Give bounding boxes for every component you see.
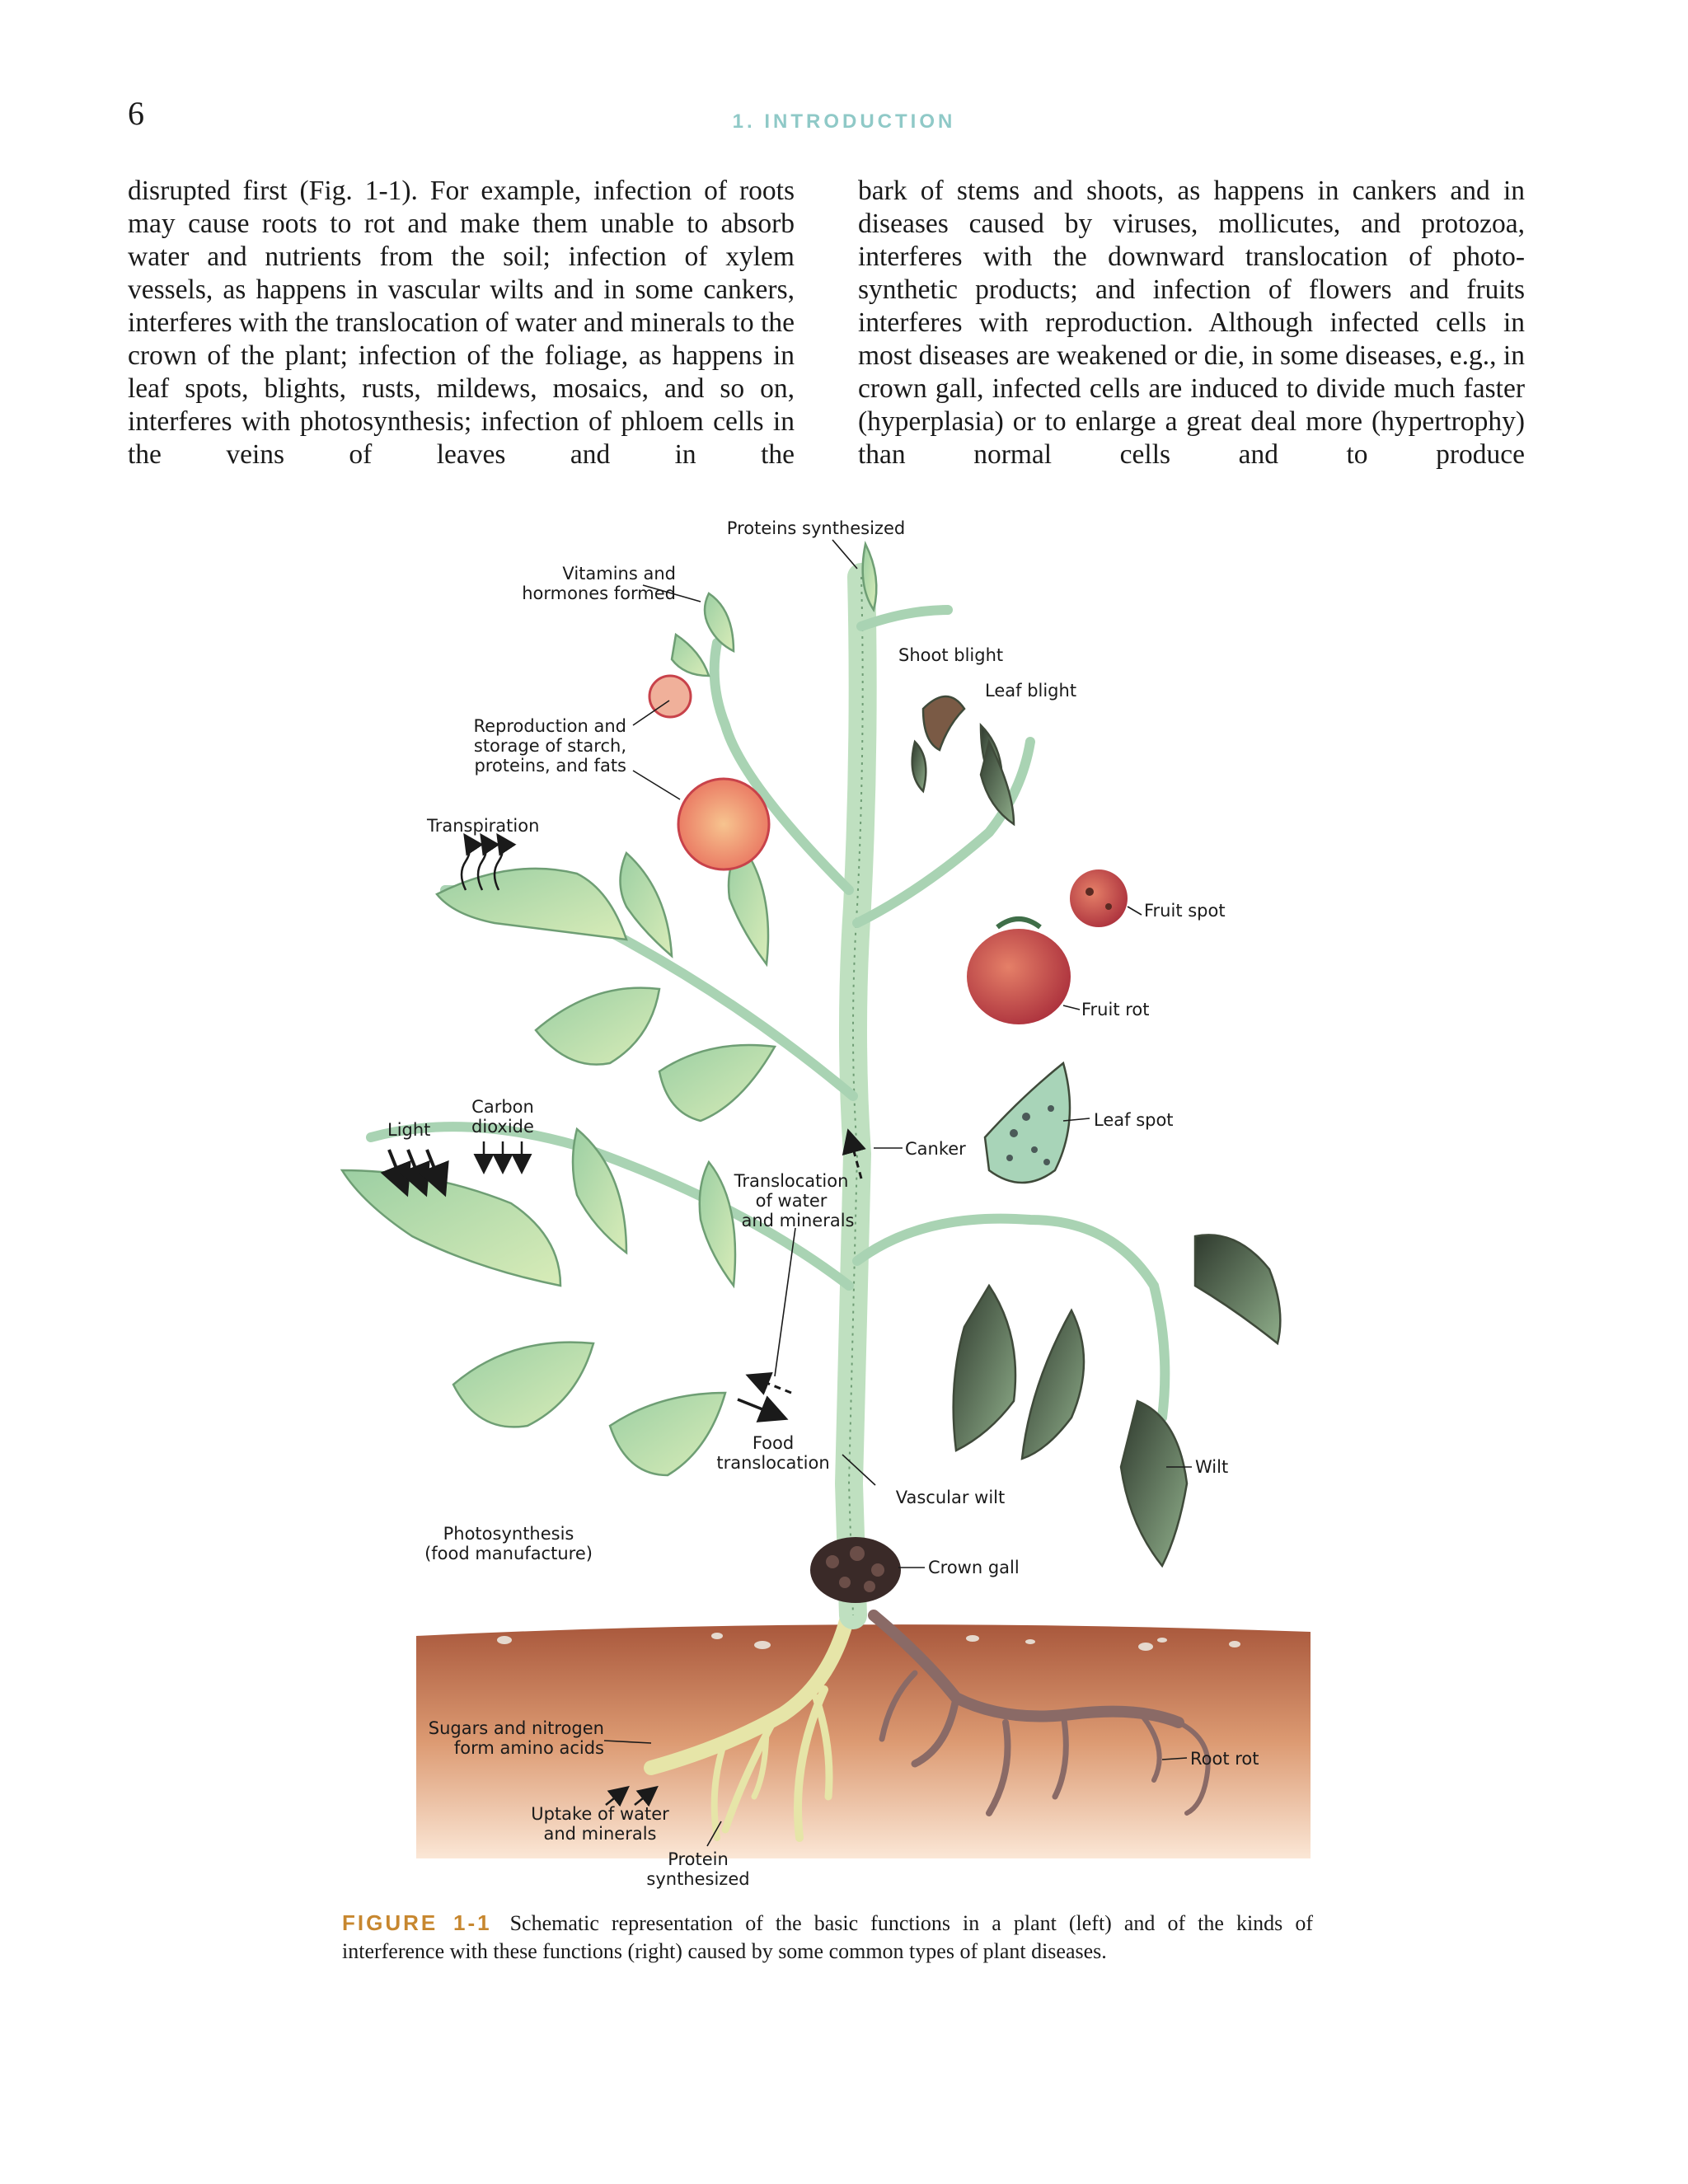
label-reproduction: storage of starch, [473, 736, 626, 756]
spotted-fruit [1070, 869, 1128, 927]
figure-caption [342, 1909, 1313, 1966]
figure-caption-text: Schematic representation of the basic functions in a plant (left) and of the kinds of interference with these functions (right) caused by some common types of plant diseases. [342, 1911, 1314, 1963]
label-reproduction: Reproduction and [473, 716, 626, 736]
healthy-leaves [342, 544, 876, 1475]
label-translocation-water: Translocation [734, 1171, 849, 1191]
label-protein-synthesized: Protein [668, 1849, 729, 1869]
label-leaf-blight: Leaf blight [985, 681, 1077, 701]
label-light: Light [387, 1120, 431, 1140]
body-text-left-column: disrupted first (Fig. 1-1). For example, infection of roots may cause roots to rot and make them unable to absorb water and nutrients from the soil; infection of xylem vessels, as happens in vascular wilts and in some cankers, interferes with the translocation of water and minerals to the crown of the plant; infection of the foliage, as happens in leaf spots, blights, rusts, mildews, mosaics, and so on, interferes with photosynthesis; infection of phloem cells in the veins of leaves and in the [128, 176, 795, 470]
label-wilt: Wilt [1195, 1457, 1229, 1477]
label-carbon-dioxide: Carbon [471, 1097, 534, 1117]
diseased-leaves [912, 696, 1281, 1566]
rotting-fruit [967, 929, 1071, 1024]
label-vitamins: Vitamins and [562, 564, 676, 583]
label-protein-synthesized: synthesized [646, 1869, 750, 1889]
label-reproduction: proteins, and fats [474, 756, 626, 776]
label-fruit-spot: Fruit spot [1144, 901, 1226, 921]
label-sugars-nitrogen: Sugars and nitrogen [428, 1718, 604, 1738]
label-photosynthesis: Photosynthesis [443, 1524, 574, 1544]
label-vitamins: hormones formed [522, 583, 676, 603]
label-fruit-rot: Fruit rot [1081, 1000, 1150, 1019]
label-root-rot: Root rot [1190, 1749, 1259, 1769]
food-translocation-arrow [738, 1399, 783, 1418]
small-fruit [649, 676, 691, 717]
label-crown-gall: Crown gall [928, 1558, 1020, 1577]
label-uptake: and minerals [543, 1824, 657, 1844]
label-transpiration: Transpiration [427, 816, 540, 836]
plant-disease-illustration [0, 494, 1688, 1912]
label-vascular-wilt: Vascular wilt [895, 1488, 1006, 1507]
label-photosynthesis: (food manufacture) [424, 1544, 593, 1563]
label-food-translocation: translocation [716, 1453, 830, 1473]
label-leaf-spot: Leaf spot [1094, 1110, 1174, 1130]
label-uptake: Uptake of water [531, 1804, 669, 1824]
running-head: 1. INTRODUCTION [732, 110, 956, 133]
label-carbon-dioxide: dioxide [471, 1117, 534, 1137]
label-proteins-synthesized: Proteins synthesized [726, 518, 906, 538]
page-number: 6 [128, 95, 144, 132]
carbon-dioxide-arrows [484, 1141, 522, 1170]
label-food-translocation: Food [752, 1433, 795, 1453]
label-canker: Canker [905, 1139, 966, 1159]
figure-caption-label: FIGURE 1-1 [342, 1910, 492, 1935]
cut-fruit [678, 779, 769, 869]
body-text-right-column: bark of stems and shoots, as happens in cankers and in diseases caused by viruses, mollicutes, and protozoa, interferes with the downward translocation of photosynthetic products; and infection of flowers and fruits interferes with reproduction. Although infected cells in most diseases are weakened or die, in some diseases, e.g., in crown gall, infected cells are induced to divide much faster (hyperplasia) or to enlarge a great deal more (hypertrophy) than normal cells and to produce [858, 176, 1525, 470]
label-translocation-water: of water [755, 1191, 828, 1211]
label-sugars-nitrogen: form amino acids [453, 1738, 604, 1758]
label-shoot-blight: Shoot blight [898, 645, 1004, 665]
label-translocation-water: and minerals [741, 1211, 855, 1230]
